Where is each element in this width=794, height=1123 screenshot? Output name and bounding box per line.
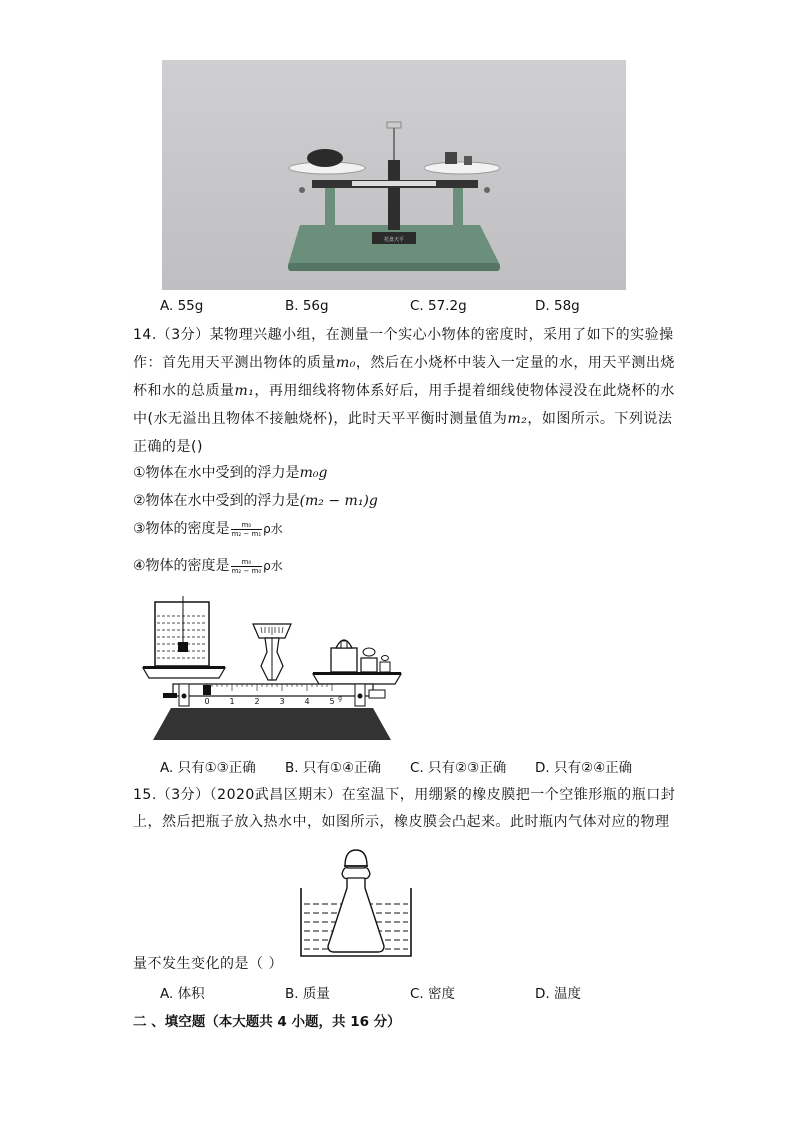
- q14-options: [160, 756, 660, 776]
- q14-option-c[interactable]: C. 只有②③正确: [410, 760, 507, 776]
- weight-large: [331, 648, 357, 672]
- q14-item-4-num: m₀: [231, 558, 263, 567]
- left-pan-top: [143, 666, 225, 669]
- balance-label-text: 托盘天平: [383, 237, 405, 243]
- q14-m2: m₂: [507, 411, 528, 427]
- left-pan: [143, 668, 225, 678]
- q14-item-3-num: m₀: [231, 521, 263, 530]
- q14-m0: m₀: [336, 355, 356, 371]
- q14-option-d[interactable]: D. 只有②④正确: [535, 760, 633, 776]
- q14-balance-diagram: [133, 596, 405, 746]
- q14-item-1: [133, 462, 327, 482]
- scale-tick-5: 5: [329, 697, 335, 706]
- q14-option-b[interactable]: B. 只有①④正确: [285, 760, 382, 776]
- right-pan: [313, 674, 401, 684]
- q14-item-4: [133, 555, 283, 575]
- measured-object: [307, 149, 343, 167]
- rubber-membrane: [345, 850, 367, 866]
- weight-large: [445, 152, 457, 164]
- q14-stem-line4: [133, 408, 672, 428]
- right-pan: [424, 162, 500, 174]
- left-pillar: [325, 185, 335, 227]
- q13-option-b[interactable]: B. 56g: [285, 298, 329, 314]
- beaker: [155, 602, 209, 666]
- q14-item-1-math: m₀g: [299, 465, 328, 481]
- balance-photo: [162, 60, 626, 290]
- submerged-object: [178, 642, 188, 652]
- q14-item-4-fraction: [231, 558, 263, 575]
- q14-item-3: [133, 518, 283, 538]
- weight-small: [464, 156, 472, 165]
- scale-tick-3: 3: [279, 697, 285, 706]
- rider: [203, 685, 211, 695]
- weight-small-knob: [382, 656, 389, 661]
- weight-medium: [361, 658, 377, 672]
- scale-tick-2: 2: [254, 697, 260, 706]
- q14-option-a[interactable]: A. 只有①③正确: [160, 760, 256, 776]
- q13-option-c[interactable]: C. 57.2g: [410, 298, 467, 314]
- right-knob: [484, 187, 490, 193]
- left-adjust-screw: [163, 693, 177, 698]
- q14-item-3-fraction: [231, 521, 263, 538]
- q15-flask-diagram: [298, 846, 414, 958]
- left-knob: [299, 187, 305, 193]
- right-pillar: [453, 185, 463, 227]
- q13-option-a[interactable]: A. 55g: [160, 298, 204, 314]
- right-knob: [358, 694, 363, 699]
- q14-stem-line2: [133, 352, 675, 372]
- q14-stem-line3a: 杯和水的总质量: [133, 383, 235, 399]
- q14-item-2-math: (m₂ − m₁)g: [299, 493, 378, 509]
- q14-stem-line4b: ，如图所示。下列说法: [527, 411, 673, 427]
- q15-option-c[interactable]: C. 密度: [410, 986, 456, 1002]
- q14-stem-line5: 正确的是(): [133, 439, 203, 455]
- weight-medium-knob: [363, 648, 375, 656]
- q15-stem-line1: 15.（3分）（2020武昌区期末）在室温下，用绷紧的橡皮膜把一个空锥形瓶的瓶口封: [133, 787, 676, 803]
- q15-option-a[interactable]: A. 体积: [160, 986, 205, 1002]
- q13-option-d[interactable]: D. 58g: [535, 298, 580, 314]
- q15-stem-line2: 上，然后把瓶子放入热水中，如图所示，橡皮膜会凸起来。此时瓶内气体对应的物理: [133, 814, 670, 830]
- center-column: [388, 160, 400, 230]
- balance-base: [153, 708, 391, 740]
- scale-unit: g: [338, 695, 342, 702]
- q14-stem-line1: 14.（3分）某物理兴趣小组，在测量一个实心小物体的密度时，采用了如下的实验操: [133, 327, 674, 343]
- q15-option-d[interactable]: D. 温度: [535, 986, 581, 1002]
- weight-large-neck: [341, 641, 347, 648]
- q14-item-2-text: ②物体在水中受到的浮力是: [133, 493, 300, 509]
- q14-item-4-den: m₂ − m₀: [231, 566, 262, 575]
- scale-tick-0: 0: [204, 697, 210, 706]
- q15-flask-svg: [298, 846, 414, 958]
- beam-scale: [352, 181, 436, 186]
- q14-item-3-tail: ρ水: [263, 522, 283, 536]
- q14-item-2: [133, 490, 378, 510]
- scale-tick-1: 1: [229, 697, 235, 706]
- q14-stem-line3: [133, 380, 675, 400]
- q14-stem-line2a: 作：首先用天平测出物体的质量: [133, 355, 336, 371]
- balance-base-bottom: [288, 263, 500, 271]
- q15-options: [160, 982, 660, 1002]
- q14-m1: m₁: [234, 383, 255, 399]
- q14-stem-line4a: 中(水无溢出且物体不接触烧杯)，此时天平平衡时测量值为: [133, 411, 508, 427]
- q14-item-4-text: ④物体的密度是: [133, 558, 230, 574]
- flask-neck-band: [342, 868, 370, 879]
- balance-photo-illustration: [162, 60, 626, 290]
- scale-tick-4: 4: [304, 697, 310, 706]
- q13-options: [160, 298, 660, 314]
- left-knob: [182, 694, 187, 699]
- q15-option-b[interactable]: B. 质量: [285, 986, 330, 1002]
- q14-item-4-tail: ρ水: [263, 559, 283, 573]
- q14-item-1-text: ①物体在水中受到的浮力是: [133, 465, 300, 481]
- q14-stem-line2b: ，然后在小烧杯中装入一定量的水，用天平测出烧: [355, 355, 675, 371]
- weight-small: [380, 662, 390, 672]
- q15-stem-line3: 量不发生变化的是（ ）: [133, 956, 283, 972]
- q14-balance-svg: [133, 596, 405, 746]
- pointer-top: [387, 122, 401, 128]
- q14-item-3-den: m₂ − m₁: [231, 529, 262, 538]
- balance-base: [288, 225, 500, 265]
- q14-stem-line3b: ，再用细线将物体系好后，用手提着细线使物体浸没在此烧杯的水: [254, 383, 675, 399]
- section-2-heading: 二 、填空题（本大题共 4 小题，共 16 分）: [133, 1014, 401, 1030]
- right-adjust-screw: [369, 690, 385, 698]
- q14-item-3-text: ③物体的密度是: [133, 521, 230, 537]
